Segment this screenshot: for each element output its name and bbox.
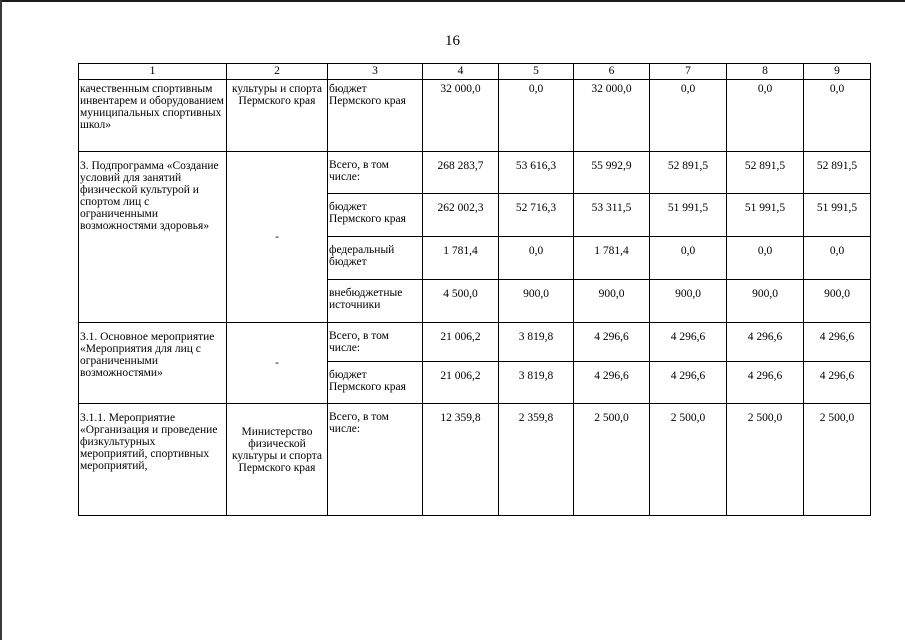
value-cell: 4 296,6: [804, 323, 871, 362]
program-name-cell: качественным спортивным инвентарем и оборудованием муниципальных спортивных школ»: [79, 80, 227, 152]
program-name-cell: 3.1.1. Мероприятие «Организация и проведение физкультурных мероприятий, спортивных мероприятий,: [79, 404, 227, 516]
executor-cell: культуры и спорта Пермского края: [227, 80, 328, 152]
column-header: 3: [328, 64, 423, 80]
page-number: 16: [445, 33, 460, 49]
funding-source-cell: Всего, в том числе:: [328, 404, 423, 516]
program-name-cell: 3. Подпрограмма «Создание условий для занятий физической культурой и спортом лиц с ограниченными возможностями здоровья»: [79, 152, 227, 323]
value-cell: 21 006,2: [423, 323, 499, 362]
column-number-row: [79, 64, 871, 80]
value-cell: 52 716,3: [499, 194, 574, 237]
value-cell: 1 781,4: [574, 237, 650, 280]
value-cell: 32 000,0: [423, 80, 499, 152]
scan-edge-left: [0, 0, 2, 640]
funding-source-cell: Всего, в том числе:: [328, 152, 423, 194]
value-cell: 4 296,6: [727, 362, 804, 404]
executor-cell: -: [227, 152, 328, 323]
value-cell: 0,0: [727, 237, 804, 280]
value-cell: 2 500,0: [804, 404, 871, 516]
program-name-cell: 3.1. Основное мероприятие «Мероприятия для лиц с ограниченными возможностями»: [79, 323, 227, 404]
value-cell: 2 359,8: [499, 404, 574, 516]
value-cell: 53 311,5: [574, 194, 650, 237]
executor-cell: -: [227, 323, 328, 404]
value-cell: 900,0: [650, 280, 727, 323]
column-header: 9: [804, 64, 871, 80]
value-cell: 52 891,5: [727, 152, 804, 194]
value-cell: 900,0: [804, 280, 871, 323]
column-header: 1: [79, 64, 227, 80]
executor-cell: Министерство физической культуры и спорта Пермского края: [227, 404, 328, 516]
funding-source-cell: внебюджетные источники: [328, 280, 423, 323]
funding-source-cell: федеральный бюджет: [328, 237, 423, 280]
value-cell: 3 819,8: [499, 362, 574, 404]
funding-source-cell: Всего, в том числе:: [328, 323, 423, 362]
value-cell: 21 006,2: [423, 362, 499, 404]
value-cell: 55 992,9: [574, 152, 650, 194]
value-cell: 2 500,0: [650, 404, 727, 516]
value-cell: 900,0: [499, 280, 574, 323]
column-header: 5: [499, 64, 574, 80]
value-cell: 3 819,8: [499, 323, 574, 362]
table-row: [79, 80, 871, 152]
value-cell: 51 991,5: [804, 194, 871, 237]
funding-source-cell: бюджет Пермского края: [328, 80, 423, 152]
funding-source-cell: бюджет Пермского края: [328, 362, 423, 404]
budget-table: [78, 63, 871, 516]
value-cell: 4 500,0: [423, 280, 499, 323]
value-cell: 12 359,8: [423, 404, 499, 516]
value-cell: 4 296,6: [574, 323, 650, 362]
funding-source-cell: бюджет Пермского края: [328, 194, 423, 237]
value-cell: 4 296,6: [574, 362, 650, 404]
value-cell: 52 891,5: [804, 152, 871, 194]
value-cell: 1 781,4: [423, 237, 499, 280]
value-cell: 0,0: [499, 237, 574, 280]
value-cell: 0,0: [650, 80, 727, 152]
value-cell: 0,0: [804, 237, 871, 280]
value-cell: 0,0: [727, 80, 804, 152]
value-cell: 900,0: [574, 280, 650, 323]
table-row: [79, 323, 871, 362]
table-row: [79, 152, 871, 194]
column-header: 7: [650, 64, 727, 80]
column-header: 2: [227, 64, 328, 80]
value-cell: 2 500,0: [574, 404, 650, 516]
column-header: 6: [574, 64, 650, 80]
value-cell: 0,0: [650, 237, 727, 280]
value-cell: 262 002,3: [423, 194, 499, 237]
value-cell: 4 296,6: [650, 323, 727, 362]
value-cell: 4 296,6: [650, 362, 727, 404]
value-cell: 32 000,0: [574, 80, 650, 152]
table-row: [79, 404, 871, 516]
column-header: 4: [423, 64, 499, 80]
value-cell: 0,0: [804, 80, 871, 152]
value-cell: 2 500,0: [727, 404, 804, 516]
value-cell: 52 891,5: [650, 152, 727, 194]
value-cell: 900,0: [727, 280, 804, 323]
value-cell: 0,0: [499, 80, 574, 152]
value-cell: 53 616,3: [499, 152, 574, 194]
value-cell: 4 296,6: [804, 362, 871, 404]
column-header: 8: [727, 64, 804, 80]
value-cell: 4 296,6: [727, 323, 804, 362]
value-cell: 268 283,7: [423, 152, 499, 194]
value-cell: 51 991,5: [650, 194, 727, 237]
value-cell: 51 991,5: [727, 194, 804, 237]
scan-edge-top: [0, 0, 905, 2]
